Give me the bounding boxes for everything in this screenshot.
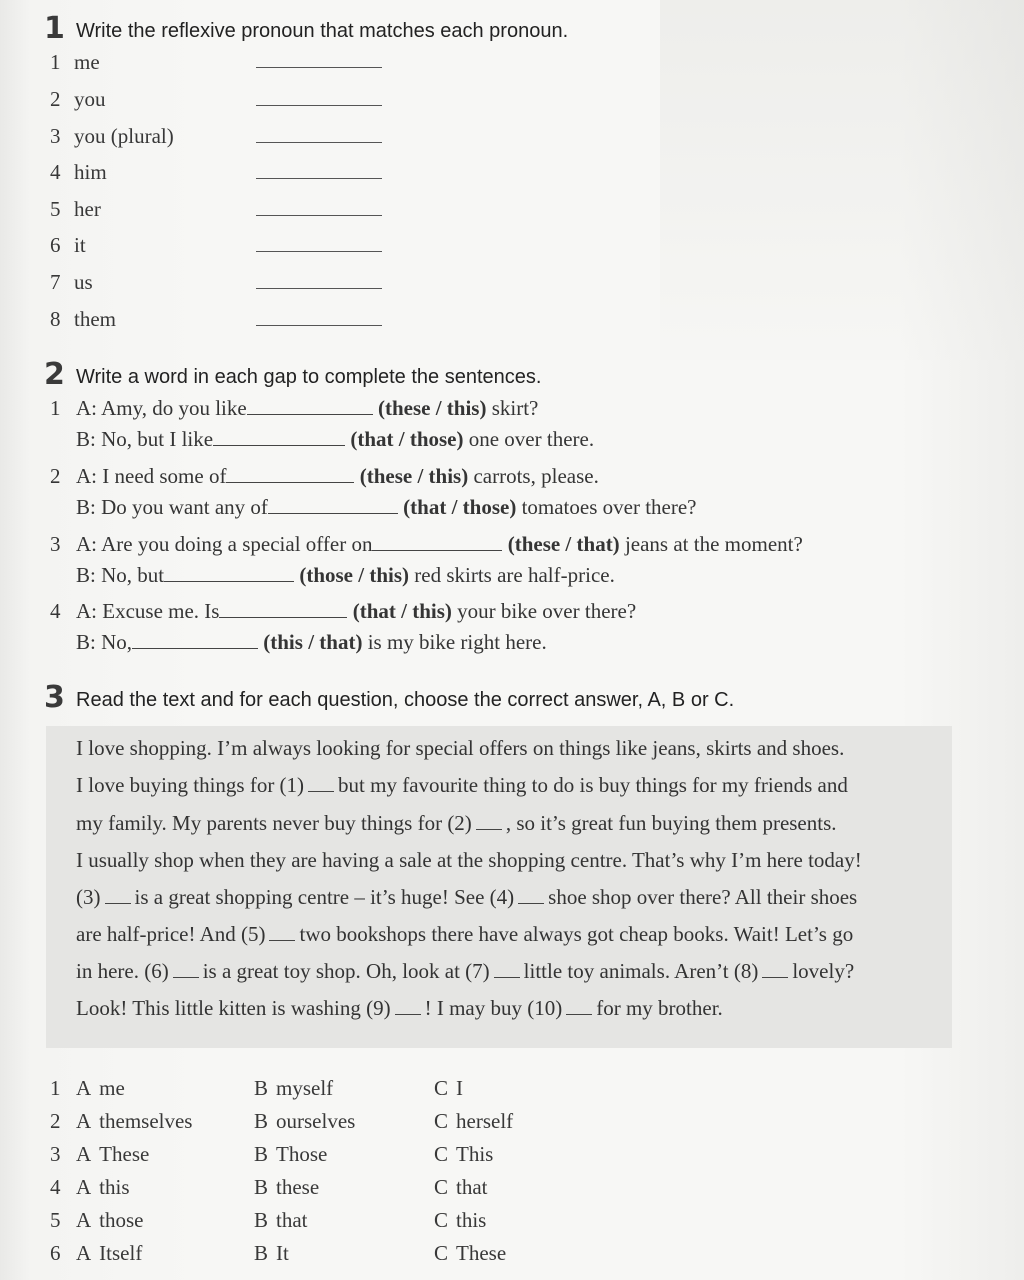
ex1-item: 3 you (plural) — [50, 124, 174, 148]
ex1-item: 7 us — [50, 270, 93, 294]
answer-blank[interactable] — [256, 215, 382, 216]
answer-gap[interactable] — [268, 499, 398, 514]
option-c[interactable]: C I — [434, 1076, 464, 1100]
answer-blank[interactable] — [256, 251, 382, 252]
ex1-item: 8 them — [50, 307, 116, 331]
answer-gap[interactable] — [494, 965, 520, 978]
option-number: 3 — [50, 1142, 61, 1166]
answer-gap[interactable] — [566, 1002, 592, 1015]
option-a[interactable]: A themselves — [76, 1109, 193, 1133]
option-number: 4 — [50, 1175, 61, 1199]
option-c[interactable]: C herself — [434, 1109, 514, 1133]
option-b[interactable]: B It — [254, 1241, 289, 1265]
answer-blank[interactable] — [256, 105, 382, 106]
answer-gap[interactable] — [164, 567, 294, 582]
ex2-line: B: No, (this / that) is my bike right here. — [76, 630, 547, 654]
answer-blank[interactable] — [256, 67, 382, 68]
option-b[interactable]: B Those — [254, 1142, 328, 1166]
reading-line: my family. My parents never buy things for (2) , so it’s great fun buying them presents. — [76, 811, 837, 835]
ex2-line: A: Amy, do you like (these / this) skirt? — [76, 396, 539, 420]
reading-line: in here. (6) is a great toy shop. Oh, look at (7) little toy animals. Aren’t (8) lovely? — [76, 959, 855, 983]
ex1-item: 5 her — [50, 197, 101, 221]
answer-blank[interactable] — [256, 288, 382, 289]
reading-line: I usually shop when they are having a sale at the shopping centre. That’s why I’m here today! — [76, 848, 862, 872]
answer-gap[interactable] — [173, 965, 199, 978]
ex2-line: B: No, but (those / this) red skirts are half-price. — [76, 563, 615, 587]
answer-gap[interactable] — [219, 603, 347, 618]
option-c[interactable]: C These — [434, 1241, 507, 1265]
option-number: 5 — [50, 1208, 61, 1232]
ex2-line: A: Excuse me. Is (that / this) your bike over there? — [76, 599, 637, 623]
option-number: 1 — [50, 1076, 61, 1100]
answer-gap[interactable] — [762, 965, 788, 978]
option-a[interactable]: A These — [76, 1142, 150, 1166]
ex2-item-number: 2 — [50, 464, 61, 488]
option-b[interactable]: B these — [254, 1175, 320, 1199]
answer-gap[interactable] — [213, 431, 345, 446]
answer-gap[interactable] — [269, 928, 295, 941]
ex1-item: 4 him — [50, 160, 107, 184]
option-a[interactable]: A Itself — [76, 1241, 143, 1265]
option-c[interactable]: C This — [434, 1142, 494, 1166]
answer-gap[interactable] — [476, 817, 502, 830]
ex1-item: 1 me — [50, 50, 100, 74]
answer-gap[interactable] — [395, 1002, 421, 1015]
option-b[interactable]: B myself — [254, 1076, 334, 1100]
option-b[interactable]: B ourselves — [254, 1109, 356, 1133]
option-number: 2 — [50, 1109, 61, 1133]
answer-blank[interactable] — [256, 325, 382, 326]
answer-gap[interactable] — [308, 779, 334, 792]
reading-line: are half-price! And (5) two bookshops there have always got cheap books. Wait! Let’s go — [76, 922, 854, 946]
ex1-item: 6 it — [50, 233, 86, 257]
ex2-line: B: No, but I like (that / those) one over there. — [76, 427, 595, 451]
exercise-3-instruction: Read the text and for each question, choose the correct answer, A, B or C. — [76, 689, 735, 711]
answer-blank[interactable] — [256, 142, 382, 143]
reading-line: Look! This little kitten is washing (9) ! I may buy (10) for my brother. — [76, 996, 723, 1020]
answer-gap[interactable] — [247, 400, 373, 415]
option-number: 6 — [50, 1241, 61, 1265]
option-b[interactable]: B that — [254, 1208, 308, 1232]
option-a[interactable]: A me — [76, 1076, 125, 1100]
option-a[interactable]: A those — [76, 1208, 144, 1232]
exercise-1-number: 1 — [44, 11, 65, 46]
ex2-item-number: 1 — [50, 396, 61, 420]
exercise-1-instruction: Write the reflexive pronoun that matches each pronoun. — [76, 20, 569, 42]
option-c[interactable]: C this — [434, 1208, 487, 1232]
answer-blank[interactable] — [256, 178, 382, 179]
option-c[interactable]: C that — [434, 1175, 488, 1199]
exercise-2-number: 2 — [44, 357, 65, 392]
ex2-item-number: 4 — [50, 599, 61, 623]
reading-line: (3) is a great shopping centre – it’s huge! See (4) shoe shop over there? All their shoes — [76, 885, 858, 909]
ex1-item: 2 you — [50, 87, 106, 111]
ex2-item-number: 3 — [50, 532, 61, 556]
exercise-2-instruction: Write a word in each gap to complete the sentences. — [76, 366, 542, 388]
ex2-line: A: I need some of (these / this) carrots, please. — [76, 464, 599, 488]
reading-line: I love buying things for (1) but my favourite thing to do is buy things for my friends and — [76, 773, 848, 797]
exercise-3-number: 3 — [44, 680, 65, 715]
reading-line: I love shopping. I’m always looking for special offers on things like jeans, skirts and shoes. — [76, 736, 845, 760]
answer-gap[interactable] — [372, 536, 502, 551]
answer-gap[interactable] — [518, 891, 544, 904]
answer-gap[interactable] — [132, 634, 258, 649]
answer-gap[interactable] — [105, 891, 131, 904]
option-a[interactable]: A this — [76, 1175, 130, 1199]
answer-gap[interactable] — [226, 468, 354, 483]
ex2-line: B: Do you want any of (that / those) tomatoes over there? — [76, 495, 697, 519]
background-shading — [660, 0, 1024, 360]
ex2-line: A: Are you doing a special offer on (these / that) jeans at the moment? — [76, 532, 803, 556]
